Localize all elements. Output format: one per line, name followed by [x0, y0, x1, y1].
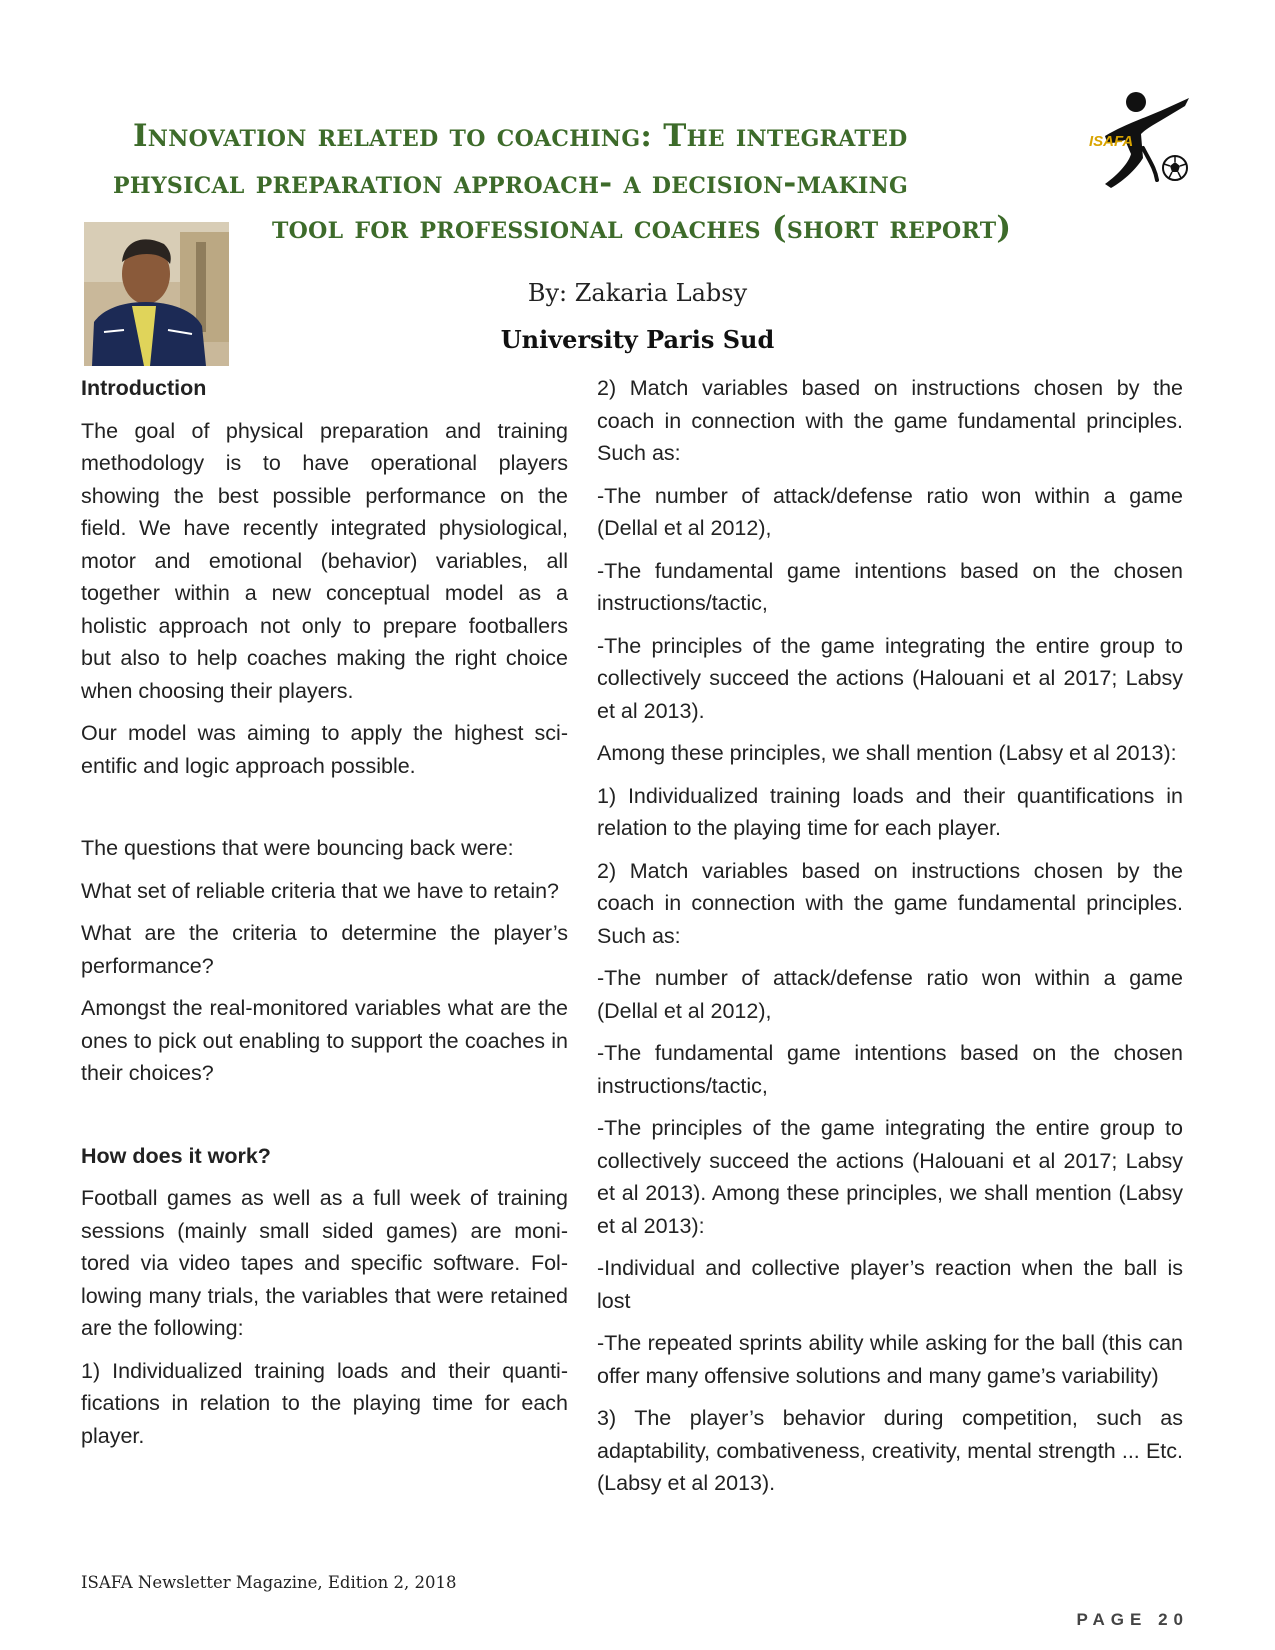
- questions-intro: The questions that were bouncing back were:: [81, 836, 514, 860]
- right-paragraph-1: 2) Match variables based on instructions chosen by the coach in connection with the game fundamental principles. Such as:: [597, 376, 1183, 465]
- spacer: [81, 1100, 568, 1140]
- right-paragraph-12: -The repeated sprints ability while asking for the ball (this can offer many offensive solutions and many game’s variability): [597, 1331, 1183, 1388]
- question-1: What set of reliable criteria that we have to retain?: [81, 878, 560, 903]
- article-title-line-1: Innovation related to coaching: The integrated: [133, 118, 908, 154]
- spacer: [81, 792, 568, 832]
- page-number: PAGE 20: [1076, 1610, 1189, 1629]
- affiliation: University Paris Sud: [500, 325, 775, 354]
- article-title-line-3: tool for professional coaches (short report): [272, 210, 1012, 246]
- right-paragraph-7: 2) Match variables based on instructions chosen by the coach in connection with the game fundamental principles. Such as:: [597, 858, 1183, 948]
- right-paragraph-2: -The number of attack/defense ratio won within a game (Dellal et al 2012),: [597, 483, 1183, 540]
- right-paragraph-13: 3) The player’s behavior during competition, such as adaptability, combativeness, creativity, mental strength ... Etc. (Labsy et al 2013).: [597, 1406, 1183, 1495]
- right-paragraph-5: Among these principles, we shall mention (Labsy et al 2013):: [597, 741, 1177, 765]
- how-it-works-heading: How does it work?: [81, 1143, 271, 1168]
- right-paragraph-8: -The number of attack/defense ratio won within a game (Dellal et al 2012),: [597, 966, 1183, 1023]
- question-2: What are the criteria to determine the player’s performance?: [81, 921, 568, 978]
- right-paragraph-9: -The fundamental game intentions based on the chosen instructions/tactic,: [597, 1041, 1183, 1098]
- introduction-heading: Introduction: [81, 376, 207, 400]
- right-paragraph-4: -The principles of the game integrating the entire group to collectively succeed the actions (Halouani et al 2017; Labsy et al 2013).: [597, 633, 1183, 723]
- isafa-logo: [1085, 88, 1195, 196]
- how-paragraph-2: 1) Individualized training loads and their quantifications in relation to the playing time for each player.: [81, 1358, 568, 1448]
- left-column: [81, 372, 568, 1462]
- right-paragraph-11: -Individual and collective player’s reaction when the ball is lost: [597, 1256, 1183, 1313]
- article-title-line-2: physical preparation approach- a decision-making: [113, 165, 909, 201]
- intro-paragraph-1: The goal of physical preparation and training methodology is to have operational players showing the best possible performance on the field. We have recently integrated physiological, motor and emotional (behavior) variables, all together within a new conceptual model as a holistic approach not only to prepare footballers but also to help coaches making the right choice when choosing their players.: [81, 418, 568, 703]
- how-paragraph-1: Football games as well as a full week of training sessions (mainly small sided games) are monitored via video tapes and specific software. Following many trials, the variables that were retained are the following:: [81, 1186, 568, 1340]
- right-paragraph-10: -The principles of the game integrating the entire group to collectively succeed the actions (Halouani et al 2017; Labsy et al 2013). Among these principles, we shall mention (Labsy et al 2013):: [597, 1116, 1183, 1238]
- question-3: Amongst the real-monitored variables what are the ones to pick out enabling to support the coaches in their choices?: [81, 996, 568, 1085]
- right-column: [597, 372, 1183, 1510]
- right-paragraph-6: 1) Individualized training loads and their quantifications in relation to the playing time for each player.: [597, 783, 1183, 840]
- intro-paragraph-2: Our model was aiming to apply the highest scientific and logic approach possible.: [81, 721, 568, 778]
- byline: By: Zakaria Labsy: [527, 279, 748, 307]
- right-paragraph-3: -The fundamental game intentions based on the chosen instructions/tactic,: [597, 558, 1183, 615]
- svg-text:ISAFA: ISAFA: [1089, 133, 1134, 150]
- publication-footer: ISAFA Newsletter Magazine, Edition 2, 2018: [81, 1573, 457, 1592]
